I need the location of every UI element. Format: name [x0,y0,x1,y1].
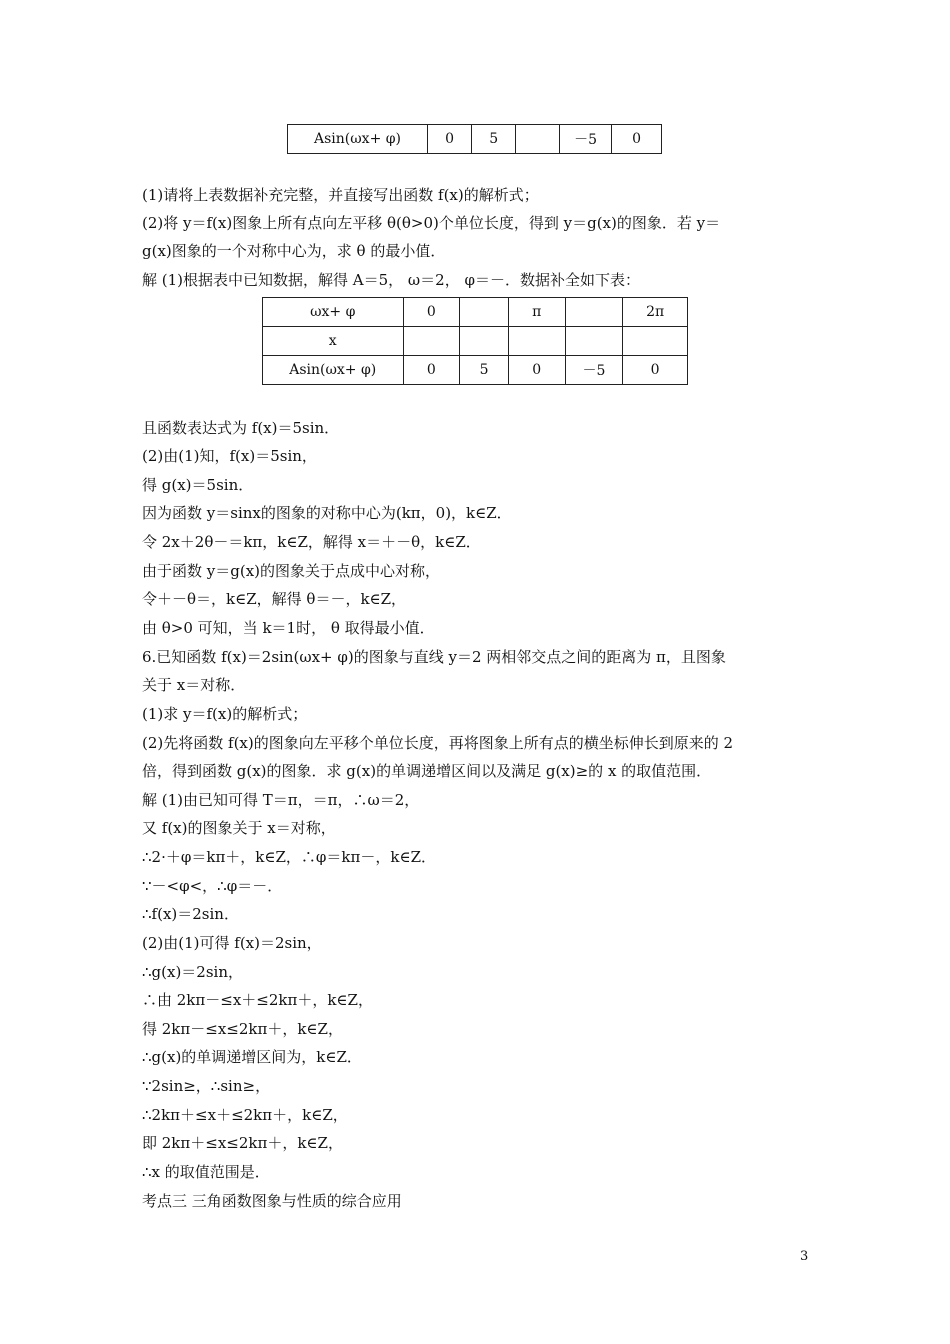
text-line: ∴g(x)＝2sin， [142,963,244,981]
text-line: 且函数表达式为 f(x)＝5sin． [142,419,340,437]
text-line: 解 (1)根据表中已知数据，解得 A＝5， ω＝2， φ＝－．数据补全如下表： [142,271,640,289]
text-line: ∴2·＋φ＝kπ＋，k∈Z，∴φ＝kπ－，k∈Z． [142,848,436,866]
text-line: ∴f(x)＝2sin． [142,905,239,923]
text-line: 得 g(x)＝5sin． [142,476,254,494]
table-cell: 2π [623,298,688,327]
table-cell: －5 [560,125,612,154]
table-cell: 0 [403,298,460,327]
text-line: ∴由 2kπ－≤x＋≤2kπ＋，k∈Z， [142,991,373,1009]
value-table-partial [287,124,662,154]
table-cell [460,327,509,356]
table-cell: 5 [460,356,509,385]
text-line: (1)求 y＝f(x)的解析式； [142,705,308,723]
text-line: ∴x 的取值范围是． [142,1163,270,1181]
table-cell [623,327,688,356]
value-table-complete [262,297,688,385]
text-line: (2)由(1)可得 f(x)＝2sin， [142,934,322,952]
table-cell: π [508,298,565,327]
table-row [263,356,688,385]
text-line: 又 f(x)的图象关于 x＝对称， [142,819,336,837]
table-cell: x [263,327,404,356]
table-cell: Asin(ωx+ φ) [263,356,404,385]
text-line: g(x)图象的一个对称中心为，求 θ 的最小值． [142,242,446,260]
table-cell [565,327,623,356]
table-cell: 0 [428,125,472,154]
table-row [263,298,688,327]
text-line: 由 θ>0 可知，当 k＝1时， θ 取得最小值． [142,619,435,637]
text-line: 解 (1)由已知可得 T＝π，＝π，∴ω＝2， [142,791,420,809]
text-line: ∴2kπ＋≤x＋≤2kπ＋，k∈Z， [142,1106,348,1124]
table-cell [403,327,460,356]
table-cell: 0 [403,356,460,385]
table-cell: 0 [508,356,565,385]
text-line: (2)由(1)知，f(x)＝5sin， [142,447,317,465]
text-line: 倍，得到函数 g(x)的图象．求 g(x)的单调递增区间以及满足 g(x)≥的 x 的取值范围． [142,762,712,780]
text-line: 得 2kπ－≤x≤2kπ＋，k∈Z， [142,1020,343,1038]
table-cell: 0 [612,125,662,154]
text-line: 令＋－θ＝，k∈Z，解得 θ＝－，k∈Z， [142,590,407,608]
table-cell [508,327,565,356]
text-line: ∴g(x)的单调递增区间为，k∈Z． [142,1048,362,1066]
table-cell: 0 [623,356,688,385]
table-row [288,125,662,154]
text-line: 令 2x＋2θ－＝kπ，k∈Z，解得 x＝＋－θ，k∈Z． [142,533,481,551]
page-number: 3 [800,1249,809,1264]
text-line: 由于函数 y＝g(x)的图象关于点成中心对称， [142,562,441,580]
text-line: ∵2sin≥，∴sin≥， [142,1077,271,1095]
table-cell [516,125,560,154]
text-line: (1)请将上表数据补充完整，并直接写出函数 f(x)的解析式； [142,186,539,204]
text-line: (2)将 y＝f(x)图象上所有点向左平移 θ(θ>0)个单位长度，得到 y＝g(x)的图象．若 y＝ [142,214,721,232]
text-line: ∵－<φ<，∴φ＝－． [142,877,283,895]
table-row [263,327,688,356]
table-cell: －5 [565,356,623,385]
text-line: (2)先将函数 f(x)的图象向左平移个单位长度，再将图象上所有点的横坐标伸长到原来的 2 [142,734,734,752]
text-line: 关于 x＝对称． [142,676,246,694]
section-heading: 考点三 三角函数图象与性质的综合应用 [142,1192,402,1210]
table-cell: 5 [472,125,516,154]
table-cell [565,298,623,327]
table-cell: Asin(ωx+ φ) [288,125,428,154]
table-cell [460,298,509,327]
text-line: 即 2kπ＋≤x≤2kπ＋，k∈Z， [142,1134,343,1152]
table-cell: ωx+ φ [263,298,404,327]
text-line: 因为函数 y＝sinx的图象的对称中心为(kπ，0)，k∈Z． [142,504,512,522]
text-line: 6.已知函数 f(x)＝2sin(ωx+ φ)的图象与直线 y＝2 两相邻交点之间的距离为 π，且图象 [142,648,726,666]
